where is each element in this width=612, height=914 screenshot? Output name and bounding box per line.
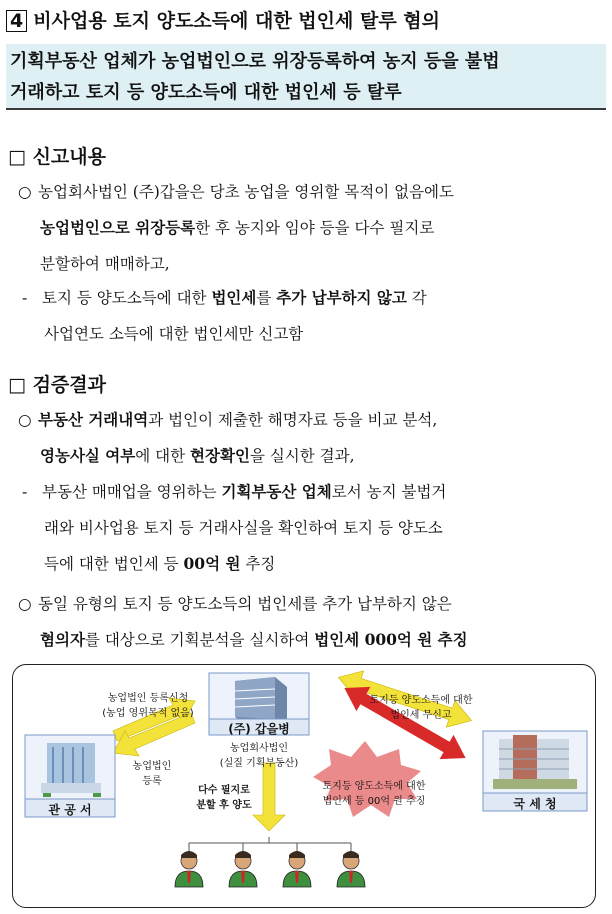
text-line: 각 (406, 289, 427, 307)
label-line: 분할 후 양도 (196, 800, 252, 811)
text-line: 를 대상으로 기획분석을 실시하여 (84, 631, 315, 649)
bold-text: 00억 원 (183, 554, 241, 573)
label-nonreport (361, 691, 481, 721)
bold-text: 법인세 000억 원 추징 (314, 630, 468, 649)
company-name: (주) 갑을병 (228, 722, 290, 736)
summary-banner (6, 44, 606, 110)
section-heading-report: □ 신고내용 (8, 146, 106, 168)
flow-diagram (12, 664, 596, 908)
text-line: 로서 농지 불법거 (331, 483, 447, 501)
text-line: 토지 등 양도소득에 대한 (42, 289, 212, 307)
office-label: 관 공 서 (48, 803, 92, 817)
report-paragraph-1 (18, 174, 608, 282)
section-heading-verification: □ 검증결과 (8, 374, 106, 396)
company-subtitle (209, 739, 309, 769)
text-line: 부동산 매매업을 영위하는 (42, 483, 222, 501)
bold-text: 혐의자 (40, 630, 85, 649)
label-collection (309, 777, 439, 807)
company-building-icon (235, 677, 287, 725)
result-paragraph-1 (18, 402, 608, 474)
text-line: 에 대한 (135, 447, 191, 465)
label-line: 토지등 양도소득에 대한 (322, 781, 426, 792)
text-line: 동일 유형의 토지 등 양도소득의 법인세를 추가 납부하지 않은 (38, 595, 452, 613)
bold-text: 법인세 (211, 288, 257, 307)
section-number: 4 (6, 10, 27, 32)
buyer-person-icon (229, 851, 257, 887)
nts-building-icon (493, 735, 577, 789)
circle-bullet: ○ (18, 411, 32, 429)
label-split-sell (189, 781, 259, 811)
text-line: 를 (256, 289, 277, 307)
circle-bullet: ○ (18, 595, 32, 613)
circle-bullet: ○ (18, 183, 32, 201)
bold-text: 농업법인으로 위장등록 (40, 218, 196, 237)
title-text: 비사업용 토지 양도소득에 대한 법인세 탈루 혐의 (33, 10, 441, 32)
page-title (6, 6, 606, 36)
buyer-person-icon (283, 851, 311, 887)
banner-line-2: 거래하고 토지 등 양도소득에 대한 법인세 등 탈루 (10, 82, 402, 103)
result-paragraph-3 (18, 586, 608, 658)
text-line: 을 실시한 결과, (249, 447, 355, 465)
office-building-icon (41, 743, 101, 797)
text-line: 한 후 농지와 임야 등을 다수 필지로 (195, 219, 435, 237)
label-register-done (117, 757, 187, 787)
text-line: 래와 비사업용 토지 등 거래사실을 확인하여 토지 등 양도소 (44, 519, 443, 537)
text-line: 추징 (240, 555, 276, 573)
text-line: 사업연도 소득에 대한 법인세만 신고함 (44, 325, 304, 343)
label-line: 등록 (142, 776, 162, 787)
text-line: 분할하여 매매하고, (40, 255, 170, 273)
dash-bullet: - (22, 289, 28, 307)
label-line: 법인세 등 00억 원 추징 (322, 796, 426, 807)
bold-text: 추가 납부하지 않고 (276, 288, 407, 307)
label-line: 농업법인 등록신청 (107, 693, 189, 704)
label-register-apply (93, 689, 203, 719)
dash-bullet: - (22, 483, 28, 501)
report-paragraph-2 (22, 280, 608, 352)
label-line: (농업 영위목적 없음) (102, 708, 194, 719)
label-line: 다수 필지로 (198, 785, 250, 796)
text-line: 득에 대한 법인세 등 (44, 555, 184, 573)
label-line: (실질 기획부동산) (219, 758, 299, 769)
label-line: 농업법인 (132, 761, 172, 772)
label-line: 법인세 무신고 (390, 710, 452, 721)
bold-text: 부동산 거래내역 (38, 410, 149, 429)
label-line: 토지등 양도소득에 대한 (369, 695, 473, 706)
bold-text: 기획부동산 업체 (221, 482, 332, 501)
bold-text: 현장확인 (190, 446, 250, 465)
text-line: 농업회사법인 (주)갑을은 당초 농업을 영위할 목적이 없음에도 (38, 183, 454, 201)
label-line: 농업회사법인 (230, 743, 288, 754)
nts-label: 국 세 청 (513, 797, 557, 811)
bold-text: 영농사실 여부 (40, 446, 136, 465)
banner-line-1: 기획부동산 업체가 농업법인으로 위장등록하여 농지 등을 불법 (10, 51, 500, 72)
buyer-person-icon (337, 851, 365, 887)
buyer-person-icon (175, 851, 203, 887)
text-line: 과 법인이 제출한 해명자료 등을 비교 분석, (148, 411, 438, 429)
result-paragraph-2 (22, 474, 608, 582)
